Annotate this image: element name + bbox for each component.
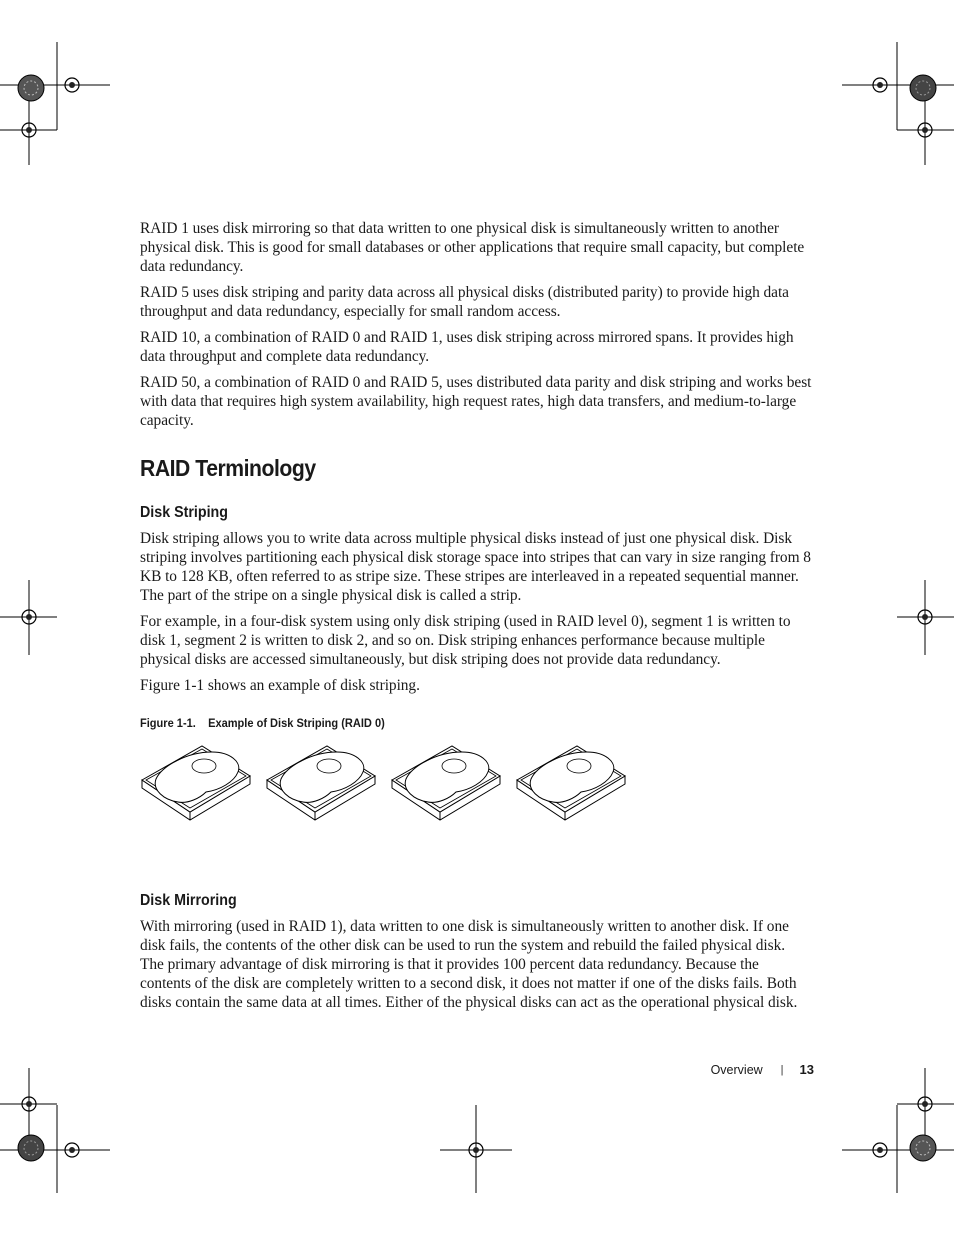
disk-striping-heading: Disk Striping (140, 504, 228, 521)
paragraph-raid1: RAID 1 uses disk mirroring so that data written to one physical disk is simultaneously written to another physical disk. This is good for small databases or other applications that require small capacity, but complete data redundancy. (140, 220, 805, 275)
paragraph-raid5: RAID 5 uses disk striping and parity data across all physical disks (distributed parity) to provide high data throughput and data redundancy, especially for small random access. (140, 284, 789, 320)
hard-disk-icon (142, 746, 250, 820)
mirroring-paragraph: With mirroring (used in RAID 1), data written to one disk is simultaneously written to another disk. If one disk fails, the contents of the other disk can be used to run the system and rebuild the failed physical disk. The primary advantage of disk mirroring is that it provides 100 percent data redundancy. Because the contents of the disk are completely written to a second disk, it does not matter if one of the disks fails. Both disks contain the same data at all times. Either of the physical disks can act as the operational physical disk. (140, 918, 798, 1011)
disk-mirroring-heading: Disk Mirroring (140, 892, 237, 909)
page-content (140, 219, 812, 1019)
hard-disk-icon (267, 746, 375, 820)
paragraph-raid50: RAID 50, a combination of RAID 0 and RAID 5, uses distributed data parity and disk striping and works best with data that requires high system availability, high request rates, high data transfers, and medium-to-large capacity. (140, 374, 812, 429)
figure-caption: Figure 1-1. Example of Disk Striping (RAID 0) (140, 716, 385, 730)
footer-separator: | (780, 1063, 784, 1076)
hard-disk-icon (517, 746, 625, 820)
disk-striping-figure (140, 742, 640, 822)
page-number: 13 (799, 1062, 814, 1077)
footer-section: Overview (710, 1062, 763, 1077)
hard-disk-icon (392, 746, 500, 820)
striping-paragraph-1: Disk striping allows you to write data across multiple physical disks instead of just one physical disk. Disk striping involves partitioning each physical disk storage space into stripes that can vary in size ranging from 8 KB to 128 KB, often referred to as stripe size. These stripes are interleaved in a repeated sequential manner. The part of the stripe on a single physical disk is called a strip. (140, 530, 811, 604)
disks-illustration (140, 742, 640, 822)
striping-paragraph-3: Figure 1-1 shows an example of disk striping. (140, 677, 420, 694)
page-footer (711, 1062, 814, 1077)
striping-paragraph-2: For example, in a four-disk system using only disk striping (used in RAID level 0), segment 1 is written to disk 1, segment 2 is written to disk 2, and so on. Disk striping enhances performance because multiple physical disks are accessed simultaneously, but disk striping does not provide data redundancy. (140, 613, 791, 668)
section-title: RAID Terminology (140, 455, 316, 481)
paragraph-raid10: RAID 10, a combination of RAID 0 and RAID 1, uses disk striping across mirrored spans. It provides high data throughput and complete data redundancy. (140, 329, 794, 365)
